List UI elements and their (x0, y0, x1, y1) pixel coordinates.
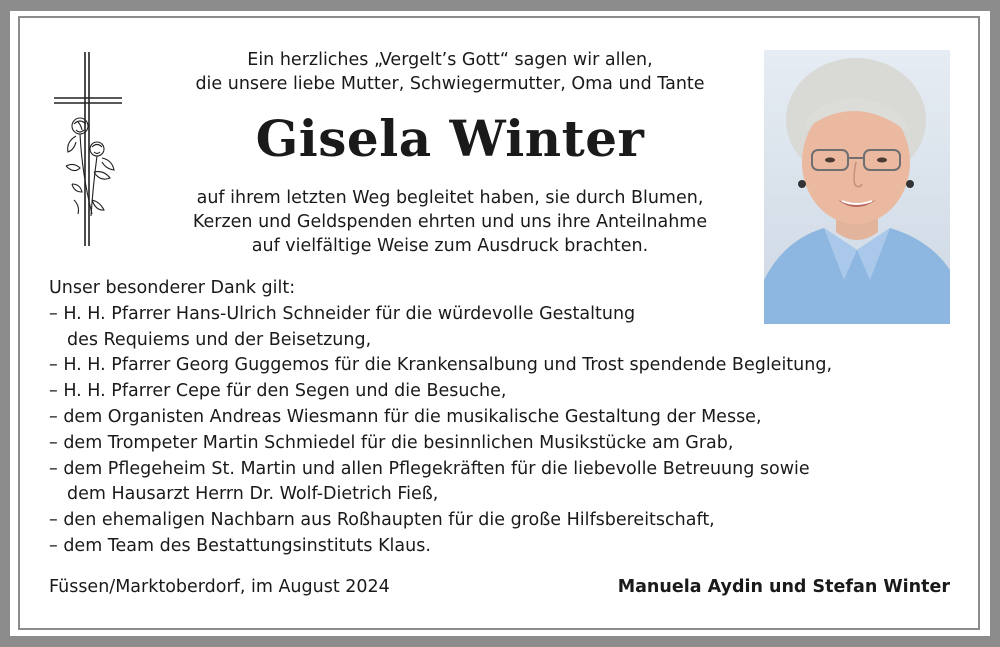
deceased-name: Gisela Winter (255, 109, 645, 168)
thanks-item-continuation: des Requiems und der Beisetzung, (67, 329, 372, 350)
thanks-item: – H. H. Pfarrer Georg Guggemos für die Krankensalbung und Trost spendende Begleitung, (49, 355, 833, 376)
thanks-item: – dem Trompeter Martin Schmiedel für die besinnlichen Musikstücke am Grab, (49, 432, 734, 453)
place-date: Füssen/Marktoberdorf, im August 2024 (49, 577, 390, 597)
thanks-item: – dem Organisten Andreas Wiesmann für die musikalische Gestaltung der Messe, (49, 406, 762, 427)
cross-with-roses-icon (52, 50, 124, 250)
thanks-item: – dem Pflegeheim St. Martin und allen Pflegekräften für die liebevolle Betreuung sowie (49, 458, 810, 479)
intro-line: Ein herzliches „Vergelt’s Gott“ sagen wir allen, (247, 50, 653, 70)
thanks-item-continuation: dem Hausarzt Herrn Dr. Wolf-Dietrich Fieß, (67, 484, 439, 505)
thanks-item: – H. H. Pfarrer Hans-Ulrich Schneider für die würdevolle Gestaltung (49, 303, 636, 324)
body-line: auf vielfältige Weise zum Ausdruck brachten. (251, 236, 649, 256)
body-line: Kerzen und Geldspenden ehrten und uns ihre Anteilnahme (192, 212, 708, 232)
thanks-item: – H. H. Pfarrer Cepe für den Segen und die Besuche, (49, 381, 507, 402)
thanks-heading: Unser besonderer Dank gilt: (49, 278, 296, 298)
thanks-item: – den ehemaligen Nachbarn aus Roßhaupten für die große Hilfsbereitschaft, (49, 510, 715, 531)
intro-line: die unsere liebe Mutter, Schwiegermutter, Oma und Tante (195, 74, 705, 94)
body-text (140, 186, 760, 258)
signature: Manuela Aydin und Stefan Winter (617, 577, 950, 597)
intro-text (140, 48, 760, 96)
thanks-item: – dem Team des Bestattungsinstituts Klaus. (49, 535, 431, 556)
body-line: auf ihrem letzten Weg begleitet haben, sie durch Blumen, (196, 188, 704, 208)
thanks-section (49, 276, 949, 560)
